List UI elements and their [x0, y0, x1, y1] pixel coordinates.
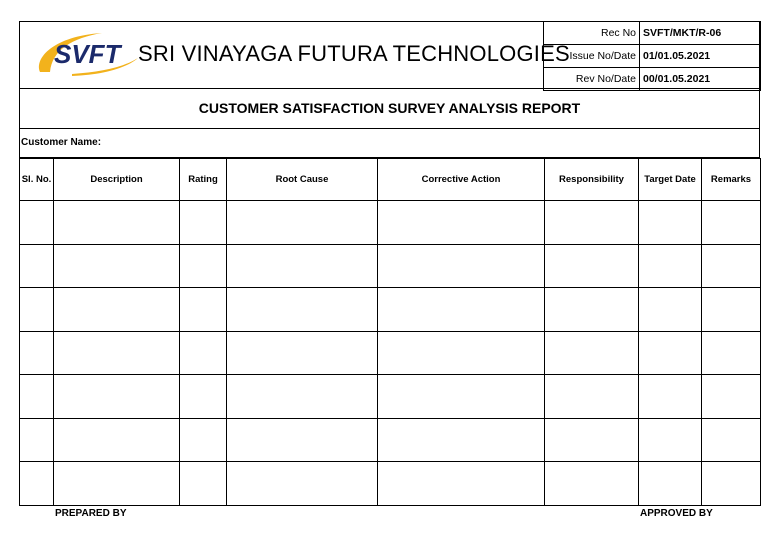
table-cell[interactable] — [20, 244, 54, 288]
table-row — [20, 462, 761, 506]
table-cell[interactable] — [378, 462, 545, 506]
table-cell[interactable] — [639, 418, 702, 462]
table-cell[interactable] — [227, 331, 378, 375]
table-cell[interactable] — [20, 201, 54, 245]
prepared-by-label: PREPARED BY — [55, 508, 127, 519]
meta-row — [544, 68, 761, 91]
document-meta-table — [543, 21, 761, 91]
table-cell[interactable] — [20, 288, 54, 332]
rec-no-label: Rec No — [544, 22, 640, 45]
table-cell[interactable] — [702, 288, 761, 332]
table-cell[interactable] — [639, 462, 702, 506]
table-cell[interactable] — [227, 375, 378, 419]
table-cell[interactable] — [639, 244, 702, 288]
table-cell[interactable] — [378, 418, 545, 462]
col-remarks: Remarks — [702, 159, 761, 201]
col-rating: Rating — [180, 159, 227, 201]
table-cell[interactable] — [639, 331, 702, 375]
issue-no-label: Issue No/Date — [544, 45, 640, 68]
table-cell[interactable] — [639, 375, 702, 419]
table-cell[interactable] — [545, 288, 639, 332]
table-cell[interactable] — [54, 375, 180, 419]
table-cell[interactable] — [20, 331, 54, 375]
table-body — [20, 201, 761, 506]
table-cell[interactable] — [545, 375, 639, 419]
col-sl-no: Sl. No. — [20, 159, 54, 201]
meta-row — [544, 45, 761, 68]
table-row — [20, 331, 761, 375]
col-root-cause: Root Cause — [227, 159, 378, 201]
table-cell[interactable] — [227, 288, 378, 332]
table-cell[interactable] — [378, 201, 545, 245]
table-cell[interactable] — [378, 375, 545, 419]
table-cell[interactable] — [545, 244, 639, 288]
table-row — [20, 201, 761, 245]
table-cell[interactable] — [227, 244, 378, 288]
table-cell[interactable] — [180, 201, 227, 245]
table-cell[interactable] — [54, 418, 180, 462]
table-cell[interactable] — [545, 201, 639, 245]
company-name: SRI VINAYAGA FUTURA TECHNOLOGIES — [138, 41, 570, 66]
col-corrective-action: Corrective Action — [378, 159, 545, 201]
table-header-row — [20, 159, 761, 201]
analysis-table — [19, 158, 761, 506]
report-sheet — [19, 21, 760, 506]
table-cell[interactable] — [180, 288, 227, 332]
table-row — [20, 244, 761, 288]
table-cell[interactable] — [702, 375, 761, 419]
table-cell[interactable] — [180, 418, 227, 462]
table-cell[interactable] — [180, 331, 227, 375]
table-cell[interactable] — [702, 201, 761, 245]
issue-no-value: 01/01.05.2021 — [640, 45, 761, 68]
rev-no-value: 00/01.05.2021 — [640, 68, 761, 91]
table-cell[interactable] — [702, 462, 761, 506]
table-cell[interactable] — [20, 375, 54, 419]
company-logo — [32, 28, 144, 78]
table-cell[interactable] — [180, 462, 227, 506]
table-cell[interactable] — [378, 288, 545, 332]
table-cell[interactable] — [20, 418, 54, 462]
rec-no-value: SVFT/MKT/R-06 — [640, 22, 761, 45]
col-target-date: Target Date — [639, 159, 702, 201]
table-cell[interactable] — [702, 418, 761, 462]
table-cell[interactable] — [54, 462, 180, 506]
table-cell[interactable] — [639, 288, 702, 332]
table-row — [20, 375, 761, 419]
rev-no-label: Rev No/Date — [544, 68, 640, 91]
col-description: Description — [54, 159, 180, 201]
table-cell[interactable] — [54, 201, 180, 245]
approved-by-label: APPROVED BY — [640, 508, 713, 519]
table-cell[interactable] — [639, 201, 702, 245]
report-header — [19, 21, 760, 89]
table-cell[interactable] — [20, 462, 54, 506]
table-cell[interactable] — [702, 331, 761, 375]
table-cell[interactable] — [54, 331, 180, 375]
table-cell[interactable] — [54, 244, 180, 288]
table-cell[interactable] — [378, 331, 545, 375]
table-cell[interactable] — [54, 288, 180, 332]
table-cell[interactable] — [378, 244, 545, 288]
table-cell[interactable] — [227, 418, 378, 462]
table-row — [20, 418, 761, 462]
table-cell[interactable] — [227, 462, 378, 506]
table-cell[interactable] — [545, 418, 639, 462]
table-cell[interactable] — [227, 201, 378, 245]
col-responsibility: Responsibility — [545, 159, 639, 201]
table-row — [20, 288, 761, 332]
logo-text: SVFT — [54, 39, 121, 69]
table-cell[interactable] — [180, 375, 227, 419]
table-cell[interactable] — [545, 331, 639, 375]
table-cell[interactable] — [702, 244, 761, 288]
customer-name-label: Customer Name: — [19, 129, 760, 158]
report-title: CUSTOMER SATISFACTION SURVEY ANALYSIS REPORT — [19, 89, 760, 129]
table-cell[interactable] — [545, 462, 639, 506]
meta-row — [544, 22, 761, 45]
table-cell[interactable] — [180, 244, 227, 288]
